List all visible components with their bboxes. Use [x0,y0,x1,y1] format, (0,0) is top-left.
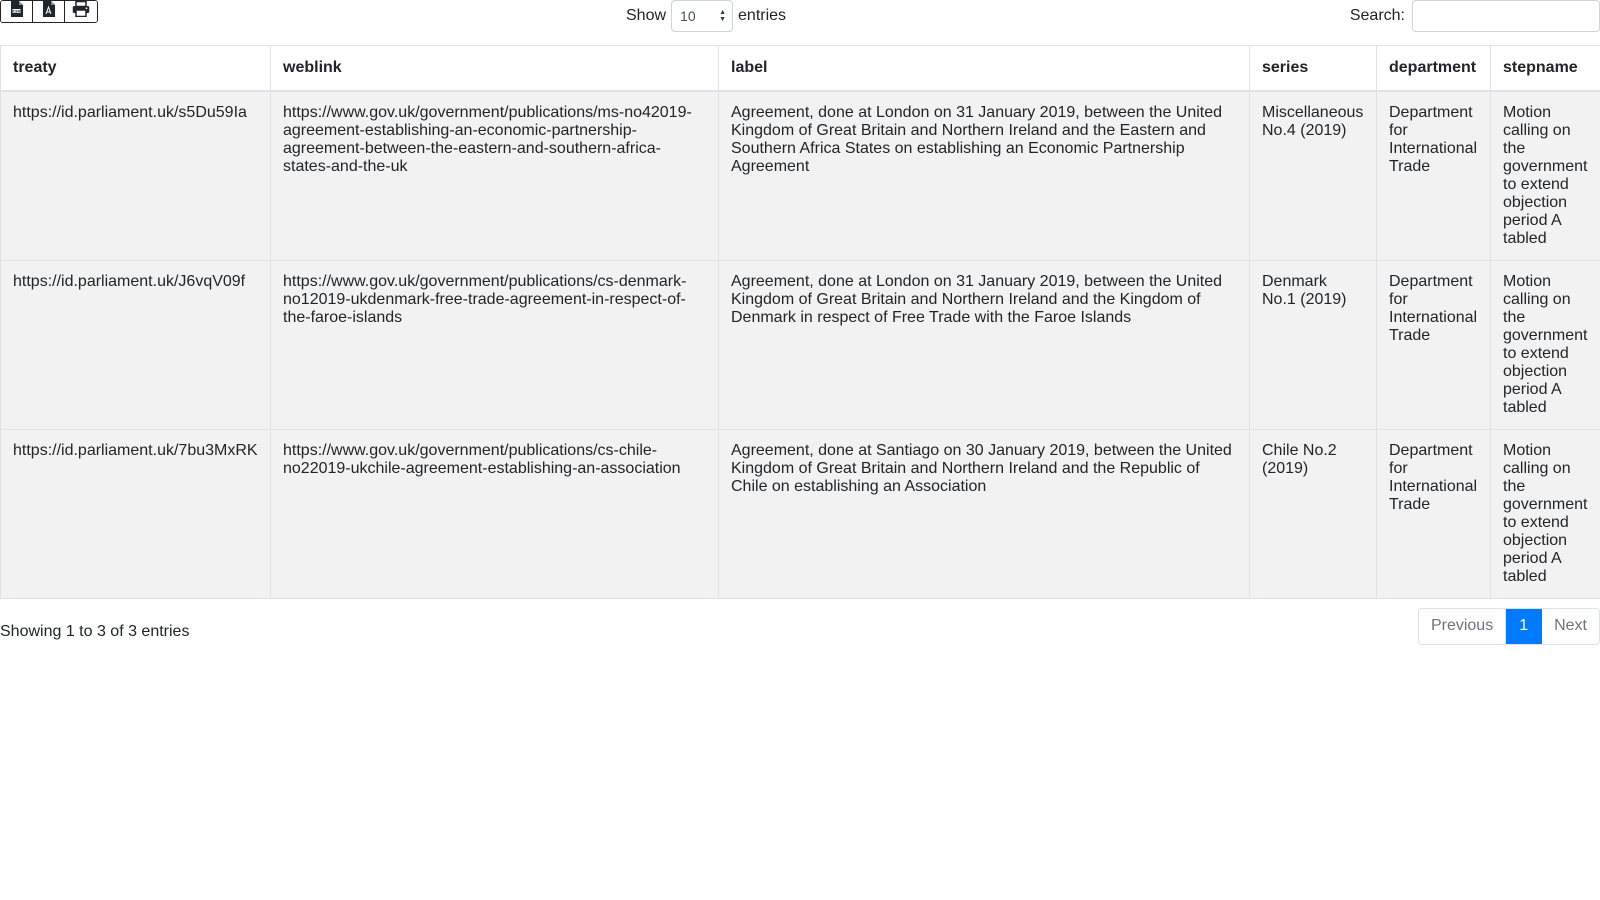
cell-label: Agreement, done at London on 31 January 2019, between the United Kingdom of Great Britain and Northern Ireland and the Eastern and Southern Africa States on establishing an Economic Partnership Agreement [719,91,1250,261]
cell-series: Chile No.2 (2019) [1250,429,1377,598]
search-control [1350,0,1600,32]
cell-department: Department for International Trade [1377,91,1491,261]
export-button-group [0,0,98,23]
page-length-control [626,0,786,32]
next-page-button[interactable]: Next [1554,617,1587,634]
pdf-export-button[interactable] [33,1,65,22]
cell-treaty: https://id.parliament.uk/J6vqV09f [1,260,271,429]
cell-label: Agreement, done at London on 31 January 2019, between the United Kingdom of Great Britain and Northern Ireland and the Kingdom of Denmark in respect of Free Trade with the Faroe Islands [719,260,1250,429]
search-input[interactable] [1412,0,1600,32]
column-header-stepname[interactable]: stepname [1491,46,1600,91]
cell-series: Denmark No.1 (2019) [1250,260,1377,429]
column-header-department[interactable]: department [1377,46,1491,91]
cell-treaty: https://id.parliament.uk/s5Du59Ia [1,91,271,261]
svg-text:CSV: CSV [12,9,21,14]
column-header-weblink[interactable]: weblink [271,46,719,91]
cell-label: Agreement, done at Santiago on 30 January 2019, between the United Kingdom of Great Britain and Northern Ireland and the Republic of Chile on establishing an Association [719,429,1250,598]
table-header-row [1,46,1600,91]
column-header-treaty[interactable]: treaty [1,46,271,91]
table-info: Showing 1 to 3 of 3 entries [0,622,190,640]
table-toolbar [0,0,1600,45]
table-row [1,429,1600,598]
cell-stepname: Motion calling on the government to extend objection period A tabled [1491,91,1600,261]
search-label: Search: [1349,7,1405,24]
print-icon [72,1,90,22]
column-header-label[interactable]: label [719,46,1250,91]
csv-file-icon [10,1,23,22]
cell-stepname: Motion calling on the government to extend objection period A tabled [1491,429,1600,598]
table-row [1,260,1600,429]
cell-weblink: https://www.gov.uk/government/publications/cs-chile-no22019-ukchile-agreement-establishing-an-association [271,429,719,598]
pagination [1418,608,1600,645]
treaty-table [0,45,1600,599]
table-row [1,91,1600,261]
entries-label: entries [738,7,787,24]
table-footer [0,599,1600,659]
cell-series: Miscellaneous No.4 (2019) [1250,91,1377,261]
cell-treaty: https://id.parliament.uk/7bu3MxRK [1,429,271,598]
page-length-value: 10 [680,8,696,24]
show-label: Show [626,7,667,24]
cell-department: Department for International Trade [1377,429,1491,598]
print-button[interactable] [65,1,97,22]
previous-page-button[interactable]: Previous [1419,609,1506,644]
page-1-button[interactable]: 1 [1506,609,1542,644]
cell-stepname: Motion calling on the government to extend objection period A tabled [1491,260,1600,429]
cell-weblink: https://www.gov.uk/government/publications/cs-denmark-no12019-ukdenmark-free-trade-agreement-in-respect-of-the-faroe-islands [271,260,719,429]
select-arrows-icon: ▲ ▼ [719,9,727,23]
column-header-series[interactable]: series [1250,46,1377,91]
cell-weblink: https://www.gov.uk/government/publications/ms-no42019-agreement-establishing-an-economic-partnership-agreement-between-the-eastern-and-southern-africa-states-and-the-uk [271,91,719,261]
page-length-select[interactable] [671,0,733,32]
cell-department: Department for International Trade [1377,260,1491,429]
pdf-file-icon [42,1,55,22]
csv-export-button[interactable] [1,1,33,22]
